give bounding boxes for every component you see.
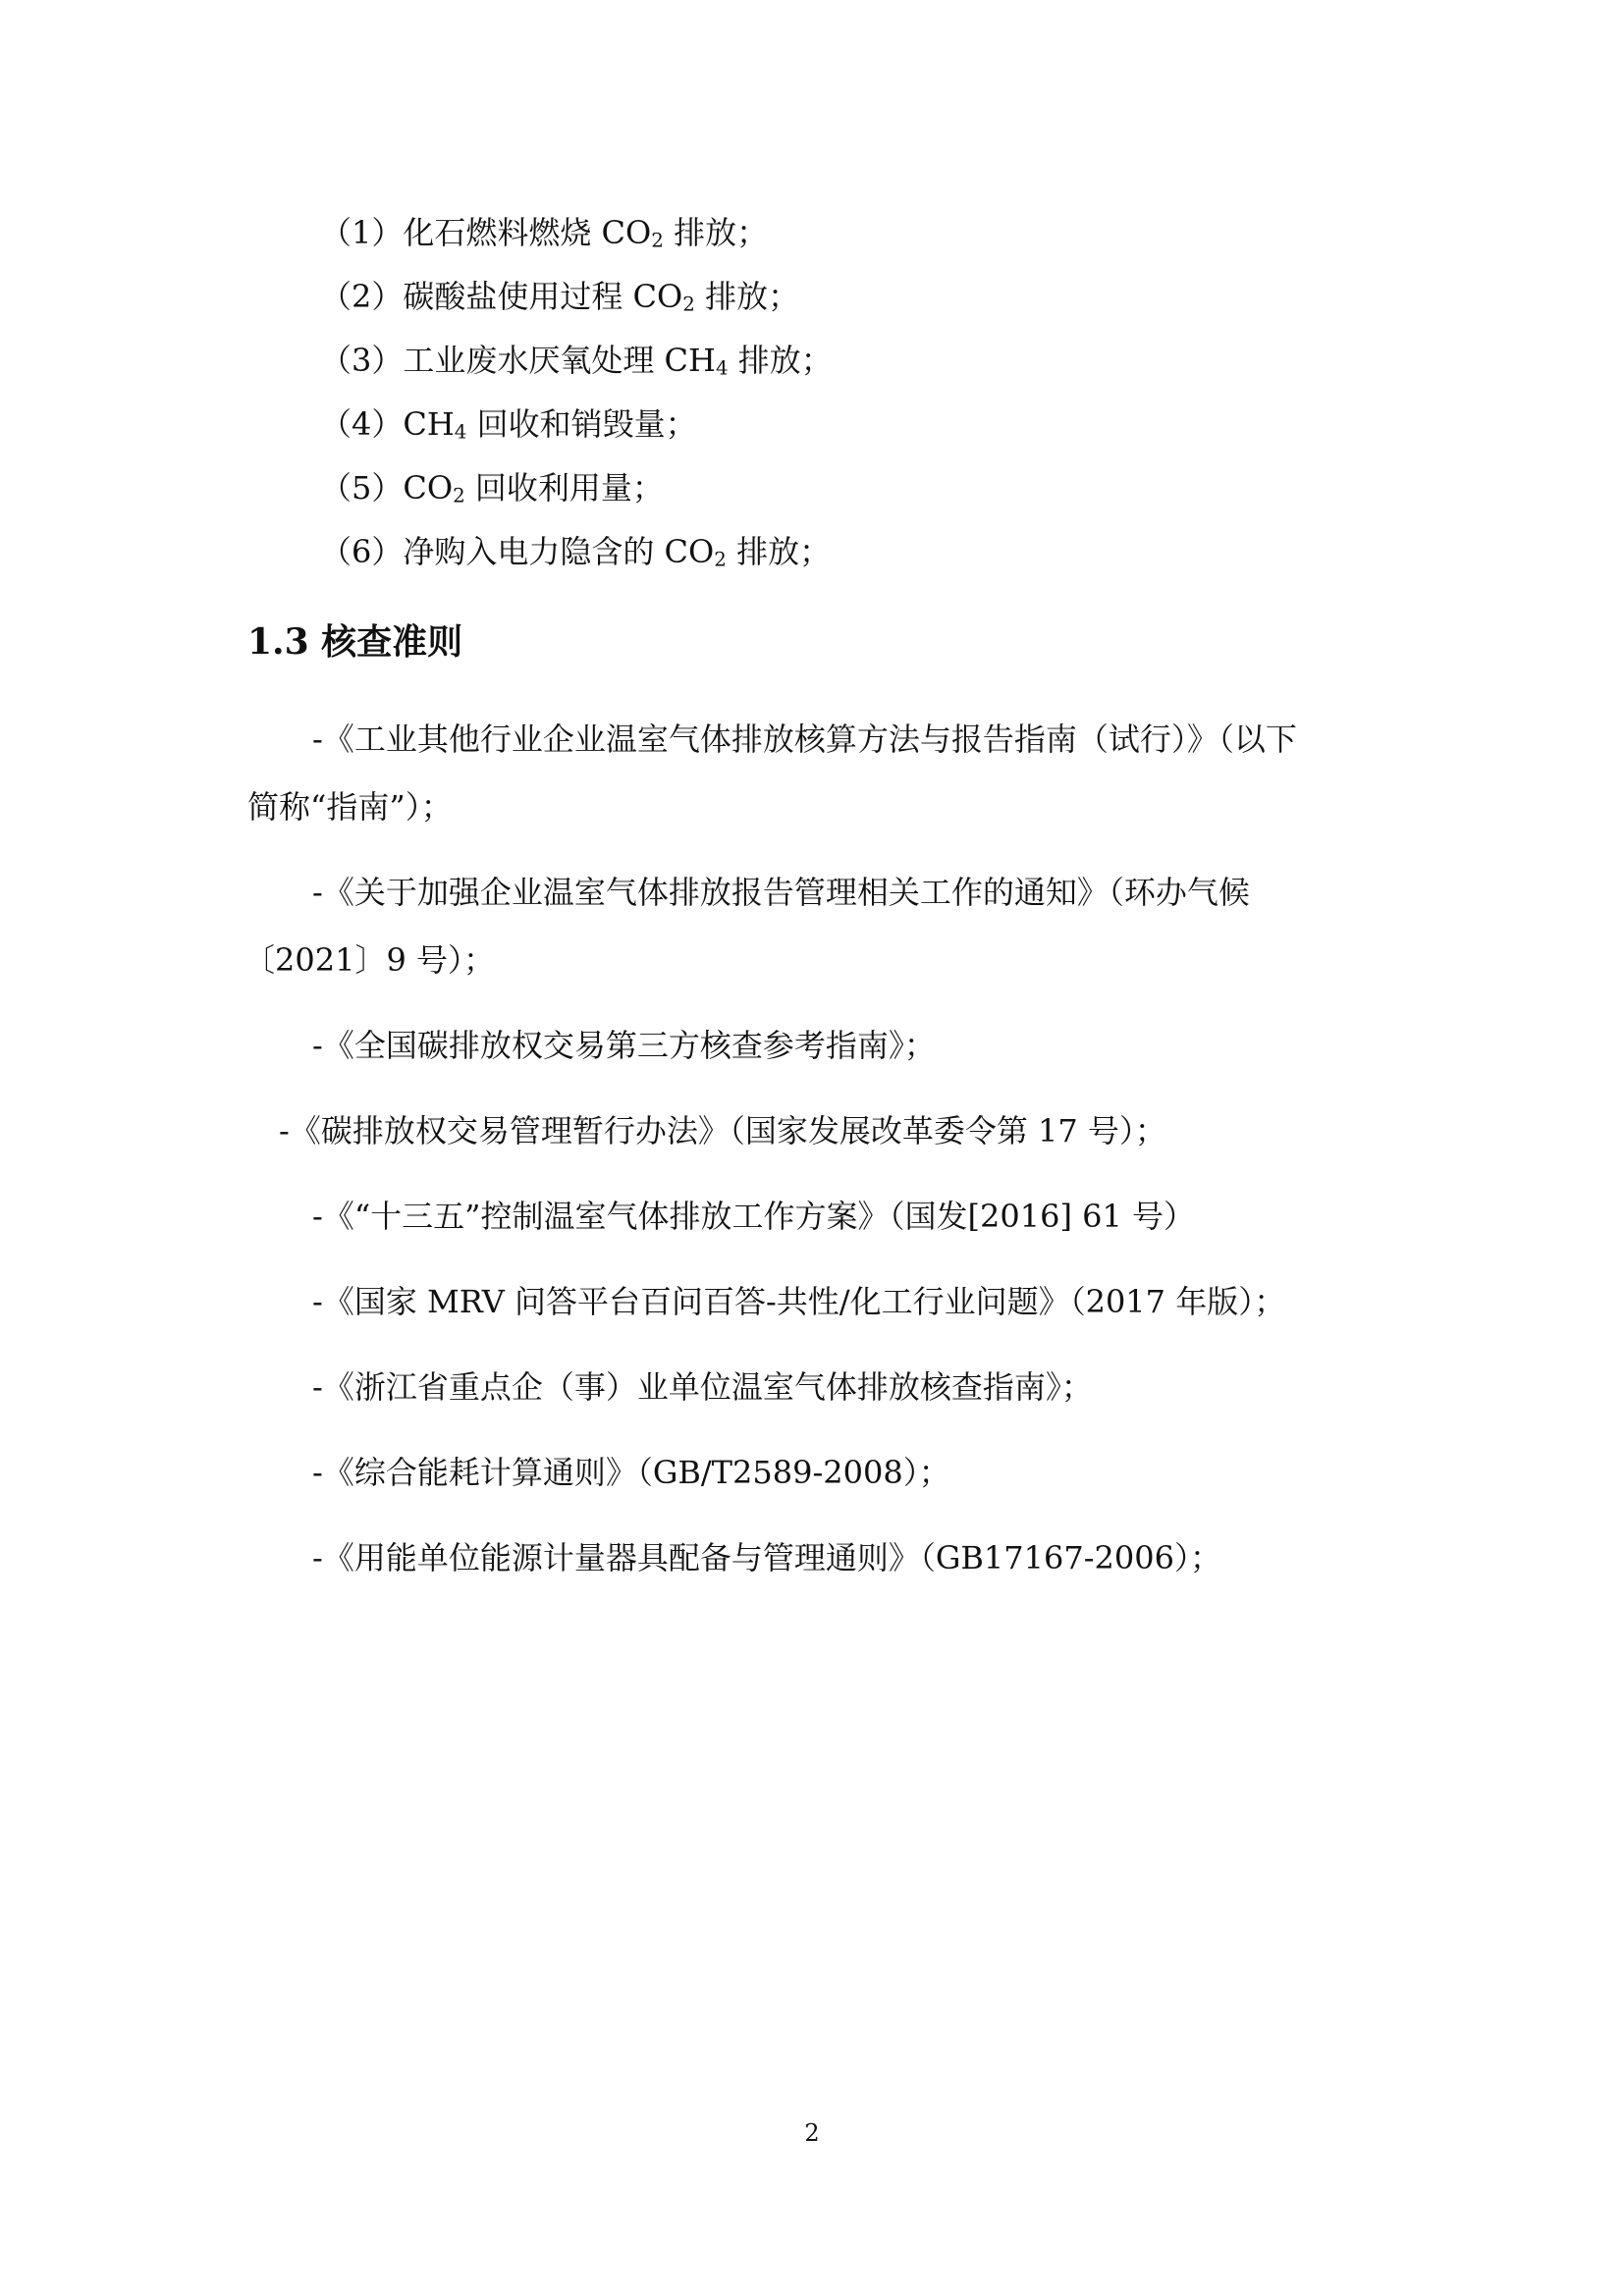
item-text: CH: [403, 405, 455, 443]
criteria-item-5: -《“十三五”控制温室气体排放工作方案》（国发[2016] 61 号）: [312, 1198, 1196, 1235]
item-number: （3）: [320, 342, 404, 379]
item-text-end: 排放；: [694, 278, 800, 315]
section-heading: 1.3 核查准则: [247, 621, 463, 663]
item-subscript: 4: [454, 420, 467, 444]
criteria-item-3: -《全国碳排放权交易第三方核查参考指南》；: [312, 1027, 936, 1064]
item-subscript: 4: [715, 356, 729, 380]
item-text-end: 回收利用量；: [464, 469, 664, 507]
item-text-end: 排放；: [726, 533, 832, 570]
criteria-item-1-line-2: 简称“指南”）；: [247, 788, 453, 826]
criteria-item-4: -《碳排放权交易管理暂行办法》（国家发展改革委令第 17 号）；: [279, 1112, 1166, 1149]
criteria-item-6: -《国家 MRV 问答平台百问百答-共性/化工行业问题》（2017 年版）；: [312, 1283, 1286, 1320]
emission-item-1: [320, 213, 768, 252]
item-text: 化石燃料燃烧 CO: [403, 214, 652, 251]
criteria-item-9: -《用能单位能源计量器具配备与管理通则》（GB17167-2006）；: [312, 1539, 1221, 1576]
item-text-end: 排放；: [728, 342, 833, 379]
criteria-item-8: -《综合能耗计算通则》（GB/T2589-2008）；: [312, 1454, 950, 1491]
item-text-end: 排放；: [663, 214, 769, 251]
item-subscript: 2: [651, 229, 664, 252]
emission-item-5: [320, 468, 664, 507]
emission-item-4: [320, 404, 697, 444]
item-subscript: 2: [453, 484, 465, 507]
item-number: （5）: [320, 469, 404, 507]
item-text-end: 回收和销毁量；: [466, 405, 697, 443]
criteria-item-7: -《浙江省重点企（事）业单位温室气体排放核查指南》；: [312, 1368, 1093, 1406]
item-text: 工业废水厌氧处理 CH: [403, 342, 716, 379]
criteria-item-2-line-1: -《关于加强企业温室气体排放报告管理相关工作的通知》（环办气候: [312, 874, 1250, 911]
emission-item-3: [320, 341, 833, 380]
item-text: CO: [403, 469, 454, 507]
emission-item-6: [320, 532, 831, 571]
criteria-item-1-line-1: -《工业其他行业企业温室气体排放核算方法与报告指南（试行）》（以下: [312, 721, 1297, 758]
item-number: （4）: [320, 405, 404, 443]
criteria-item-2-line-2: 〔2021〕9 号）；: [244, 941, 495, 979]
item-number: （2）: [320, 278, 404, 315]
item-number: （1）: [320, 214, 404, 251]
item-number: （6）: [320, 533, 404, 570]
item-text: 净购入电力隐含的 CO: [403, 533, 715, 570]
item-subscript: 2: [682, 293, 695, 316]
item-text: 碳酸盐使用过程 CO: [403, 278, 683, 315]
page-number: 2: [804, 2119, 820, 2147]
emission-item-2: [320, 277, 799, 316]
item-subscript: 2: [714, 548, 727, 571]
